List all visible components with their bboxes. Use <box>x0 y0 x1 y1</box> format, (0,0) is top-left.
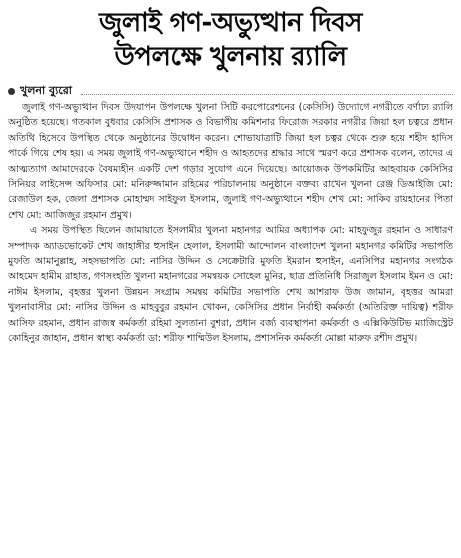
article-body <box>8 100 453 347</box>
paragraph-2: এ সময় উপস্থিত ছিলেন জামায়াতে ইসলামীর খুলনা মহানগর আমির অধ্যাপক মো: মাহফুজুর রহমান ও সাধারণ সম্পাদক অ্যাডভোকেট শেখ জাহাঙ্গীর হুসাইন হেলাল, ইসলামী আন্দোলন বাংলাদেশ খুলনা মহানগর কমিটির সভাপতি মুফতি আমানুল্লাহ, সহসভাপতি মো: নাসির উদ্দিন ও সেক্রেটারি মুফতি ইমরান হুসাইন, এনসিপির মহানগর সংগঠক আহমেদ হামীম রাহাত, গণসংহতি খুলনা মহানগরের সমন্বয়ক সোহেল মুনির, ছাত্র প্রতিনিধি সিরাজুল ইসলাম ইমন ও মো: নাঈম ইসলাম, বৃহত্তর খুলনা উন্নয়ন সংগ্রাম সমন্বয় কমিটির সভাপতি শেখ আশরাফ উজ জামান, বৃহত্তর আমরা খুলনাবাসীর মো: নাসির উদ্দিন ও মাহবুবুর রহমান খোকন, কেসিসির প্রধান নির্বাহী কর্মকর্তা (অতিরিক্ত দায়িত্ব) শরীফ আসিফ রহমান, প্রধান রাজস্ব কর্মকর্তা রহিমা সুলতানা বুশরা, প্রধান বর্জ্য ব্যবস্থাপনা কর্মকর্তা ও এক্সিকিউটিভ ম্যাজিস্ট্রেট কোহিনুর জাহান, প্রধান স্বাস্থ্য কর্মকর্তা ডা: শরীফ শাম্মিউল ইসলাম, প্রশাসনিক কর্মকর্তা মোল্লা মারুফ রশীদ প্রমুখ। <box>8 225 453 345</box>
paragraph-1: জুলাই গণ-অভ্যুত্থান দিবস উদযাপন উপলক্ষে খুলনা সিটি করপোরেশনের (কেসিসি) উদ্যোগে নগরীতে বর্ণাঢ্য র‌্যালি অনুষ্ঠিত হয়েছে। গতকাল বুধবার কেসিসি প্রশাসক ও বিভাগীয় কমিশনার ফিরোজ সরকার নগরীর জিয়া হল চত্বরে প্রধান অতিথি হিসেবে উপস্থিত থেকে অনুষ্ঠানের উদ্বোধন করেন। শোভাযাত্রাটি জিয়া হল চত্বর থেকে শুরু হয়ে শহীদ হাদিস পার্কে গিয়ে শেষ হয়। এ সময় জুলাই গণ-অভ্যুত্থানে শহীদ ও আহতদের শ্রদ্ধার সাথে স্মরণ করে প্রশাসক বলেন, তাদের এ আত্মত্যাগ আমাদেরকে বৈষম্যহীন একটি দেশ গড়ার সুযোগ এনে দিয়েছে। আয়োজক উপকমিটির আহবায়ক কেসিসির সিনিয়র লাইসেন্স অফিসার মো: মনিরুজ্জামান রহিমের পরিচালনায় অনুষ্ঠানে বক্তব্য রাখেন খুলনা রেঞ্জ ডিআইজি মো: রেজাউল হক, জেলা প্রশাসক মোহাম্মদ সাইফুল ইসলাম, জুলাই গণ-অভ্যুত্থানে শহীদ শেখ মো: সাকিব রায়হানের পিতা শেখ মো: আজিজুর রহমান প্রমুখ। <box>8 102 453 221</box>
headline <box>8 0 453 74</box>
headline-line-1: জুলাই গণ-অভ্যুত্থান দিবস <box>98 8 362 38</box>
bullet-icon <box>8 88 15 95</box>
headline-line-2: উপলক্ষে খুলনায় র‌্যালি <box>114 42 347 72</box>
byline <box>8 84 453 98</box>
dotted-divider <box>81 88 453 95</box>
byline-text: খুলনা ব্যুরো <box>20 83 72 97</box>
